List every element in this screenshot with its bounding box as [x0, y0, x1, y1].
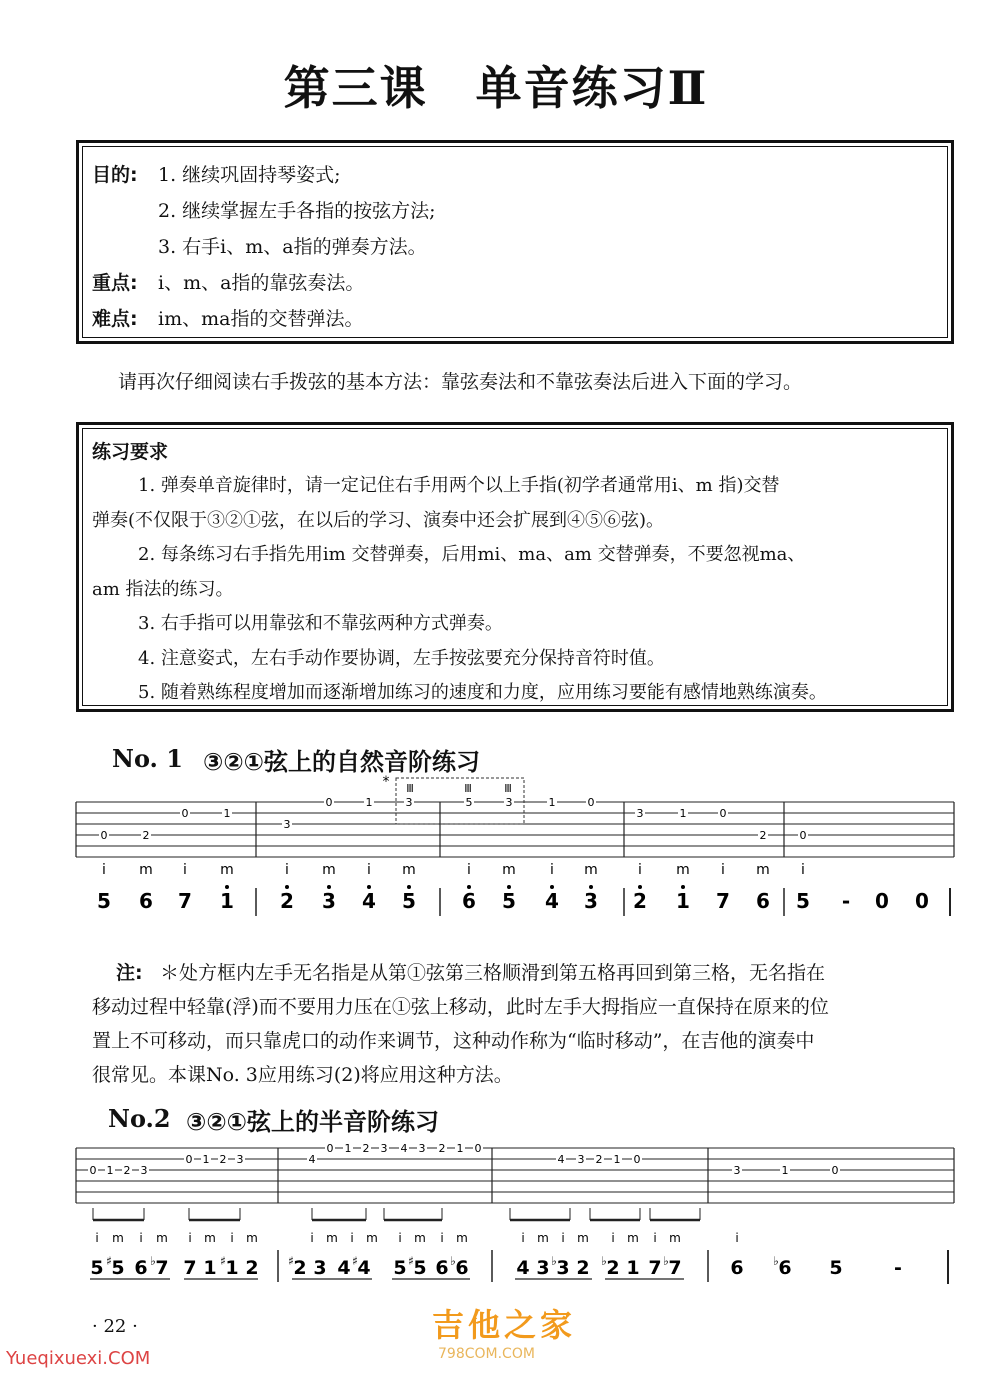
finger-label: i — [183, 862, 187, 878]
jianpu-note: 6 — [730, 1257, 744, 1279]
jianpu-note: 5 — [90, 1257, 104, 1279]
fret-number: 1 — [202, 1153, 210, 1166]
site-watermark: Yueqixuexi.COM — [6, 1348, 151, 1369]
jianpu-note: 4 — [337, 1257, 351, 1279]
jianpu-note: 3 — [556, 1257, 570, 1279]
fret-number: 2 — [362, 1142, 370, 1155]
jianpu-note: 7 — [648, 1257, 662, 1279]
page-title: 第三课 单音练习Ⅱ — [283, 61, 709, 115]
jianpu-note: 3 — [313, 1257, 327, 1279]
finger-label: i — [310, 1231, 314, 1245]
jianpu-note: 1 — [203, 1257, 217, 1279]
finger-label: m — [456, 1231, 468, 1245]
fret-number: 3 — [418, 1142, 426, 1155]
octave-dot — [589, 885, 593, 889]
ex1-staff — [0, 770, 992, 930]
fret-number: 2 — [759, 829, 767, 842]
fret-number: 0 — [181, 807, 189, 820]
fret-number: 1 — [223, 807, 231, 820]
fret-number: 2 — [219, 1153, 227, 1166]
jianpu-note: - — [841, 889, 851, 913]
note-line: 置上不可移动，而只靠虎口的动作来调节，这种动作称为“临时移动”，在吉他的演奏中 — [92, 1030, 815, 1052]
finger-label: i — [467, 862, 471, 878]
goal-text: 3. 右手i、m、a指的弹奏方法。 — [158, 236, 427, 258]
jianpu-note: 2 — [245, 1257, 259, 1279]
star-mark: * — [382, 774, 390, 790]
jianpu-note-accidental: ♯ — [288, 1254, 294, 1268]
jianpu-note: 6 — [139, 889, 153, 913]
finger-label: i — [550, 862, 554, 878]
finger-label: i — [95, 1231, 99, 1245]
finger-label: m — [220, 862, 234, 878]
fret-number: 5 — [465, 796, 473, 809]
octave-dot — [367, 885, 371, 889]
finger-label: m — [756, 862, 770, 878]
requirement-line: 2. 每条练习右手指先用im 交替弹奏，后用mi、ma、am 交替弹奏，不要忽视ma、 — [138, 544, 806, 565]
fret-number: 0 — [831, 1164, 839, 1177]
jianpu-note: 6 — [778, 1257, 792, 1279]
fret-number: 3 — [380, 1142, 388, 1155]
fret-number: 0 — [719, 807, 727, 820]
fret-number: 1 — [781, 1164, 789, 1177]
fret-number: 0 — [587, 796, 595, 809]
finger-label: m — [112, 1231, 124, 1245]
jianpu-note: 5 — [413, 1257, 427, 1279]
finger-label: m — [204, 1231, 216, 1245]
note-line: ＊处方框内左手无名指是从第①弦第三格顺滑到第五格再回到第三格，无名指在 — [160, 962, 826, 984]
finger-label: m — [156, 1231, 168, 1245]
note-line: 很常见。本课No. 3应用练习(2)将应用这种方法。 — [92, 1064, 513, 1086]
fret-number: 3 — [505, 796, 513, 809]
note-line: 移动过程中轻靠(浮)而不要用力压在①弦上移动，此时左手大拇指应一直保持在原来的位 — [92, 996, 829, 1018]
fret-number: 3 — [733, 1164, 741, 1177]
fret-number: 1 — [365, 796, 373, 809]
octave-dot — [550, 885, 554, 889]
jianpu-note: 4 — [516, 1257, 530, 1279]
finger-label: i — [398, 1231, 402, 1245]
finger-label: i — [440, 1231, 444, 1245]
finger-label: m — [139, 862, 153, 878]
finger-label: m — [402, 862, 416, 878]
fret-number: 3 — [236, 1153, 244, 1166]
position-roman: Ⅲ — [406, 782, 414, 795]
jianpu-note: 0 — [875, 889, 889, 913]
goal-label: 目的: — [92, 164, 138, 186]
ex1-title: ③②①弦上的自然音阶练习 — [203, 748, 480, 776]
goal-text: 1. 继续巩固持琴姿式; — [158, 164, 341, 186]
jianpu-note: 2 — [633, 889, 647, 913]
jianpu-note-accidental: ♯ — [106, 1254, 112, 1268]
requirement-line: am 指法的练习。 — [92, 578, 234, 600]
finger-label: m — [414, 1231, 426, 1245]
finger-label: i — [561, 1231, 565, 1245]
jianpu-note: 6 — [134, 1257, 148, 1279]
jianpu-note-accidental: ♭ — [150, 1254, 156, 1268]
finger-label: i — [611, 1231, 615, 1245]
fret-number: 1 — [456, 1142, 464, 1155]
position-roman: Ⅲ — [464, 782, 472, 795]
fret-number: 0 — [799, 829, 807, 842]
jianpu-note: 1 — [220, 889, 234, 913]
finger-label: i — [367, 862, 371, 878]
finger-label: m — [322, 862, 336, 878]
jianpu-note: 7 — [183, 1257, 197, 1279]
finger-label: m — [676, 862, 690, 878]
fret-number: 1 — [613, 1153, 621, 1166]
fret-number: 0 — [89, 1164, 97, 1177]
finger-label: m — [584, 862, 598, 878]
fret-number: 1 — [679, 807, 687, 820]
jianpu-note: 1 — [225, 1257, 239, 1279]
jianpu-note: 5 — [393, 1257, 407, 1279]
jianpu-note: 4 — [357, 1257, 371, 1279]
ex2-title: ③②①弦上的半音阶练习 — [186, 1108, 439, 1136]
ex1-number: No. 1 — [112, 744, 183, 773]
jianpu-note-accidental: ♯ — [352, 1254, 358, 1268]
requirements-heading: 练习要求 — [92, 441, 169, 463]
finger-label: m — [326, 1231, 338, 1245]
requirement-line: 弹奏(不仅限于③②①弦，在以后的学习、演奏中还会扩展到④⑤⑥弦)。 — [92, 509, 665, 531]
octave-dot — [638, 885, 642, 889]
fret-number: 3 — [636, 807, 644, 820]
requirement-line: 1. 弹奏单音旋律时，请一定记住右手用两个以上手指(初学者通常用i、m 指)交替 — [138, 475, 780, 496]
finger-label: i — [285, 862, 289, 878]
fret-number: 1 — [548, 796, 556, 809]
jianpu-note: 6 — [462, 889, 476, 913]
jianpu-note: 5 — [829, 1257, 843, 1279]
fret-number: 0 — [474, 1142, 482, 1155]
fret-number: 3 — [405, 796, 413, 809]
jianpu-note: 5 — [111, 1257, 125, 1279]
finger-label: i — [721, 862, 725, 878]
jianpu-note: 5 — [402, 889, 416, 913]
page-number: · 22 · — [92, 1316, 138, 1337]
jianpu-note: 3 — [536, 1257, 550, 1279]
jianpu-note: 1 — [626, 1257, 640, 1279]
jianpu-note: 2 — [606, 1257, 620, 1279]
jianpu-note: 6 — [455, 1257, 469, 1279]
jianpu-note: 0 — [915, 889, 929, 913]
note-label: 注: — [116, 962, 143, 984]
octave-dot — [407, 885, 411, 889]
jianpu-note-accidental: ♭ — [663, 1254, 669, 1268]
jianpu-note: 5 — [97, 889, 111, 913]
finger-label: i — [350, 1231, 354, 1245]
fret-number: 3 — [577, 1153, 585, 1166]
finger-label: m — [502, 862, 516, 878]
fret-number: 0 — [325, 796, 333, 809]
jianpu-note: - — [894, 1257, 902, 1279]
goal-label: 重点: — [92, 272, 138, 294]
finger-label: m — [577, 1231, 589, 1245]
finger-label: i — [521, 1231, 525, 1245]
fret-number: 4 — [557, 1153, 565, 1166]
jianpu-note: 3 — [584, 889, 598, 913]
finger-label: i — [188, 1231, 192, 1245]
finger-label: i — [653, 1231, 657, 1245]
fret-number: 0 — [185, 1153, 193, 1166]
fret-number: 3 — [283, 818, 291, 831]
jianpu-note-accidental: ♭ — [450, 1254, 456, 1268]
fret-number: 4 — [308, 1153, 316, 1166]
fret-number: 3 — [140, 1164, 148, 1177]
goal-text: 2. 继续掌握左手各指的按弦方法; — [158, 200, 436, 222]
goal-text: i、m、a指的靠弦奏法。 — [158, 272, 365, 294]
intro-text: 请再次仔细阅读右手拨弦的基本方法：靠弦奏法和不靠弦奏法后进入下面的学习。 — [118, 371, 803, 393]
jianpu-note: 7 — [155, 1257, 169, 1279]
finger-label: i — [102, 862, 106, 878]
goal-label: 难点: — [92, 308, 138, 330]
fret-number: 0 — [326, 1142, 334, 1155]
requirement-line: 5. 随着熟练程度增加而逐渐增加练习的速度和力度，应用练习要能有感情地熟练演奏。 — [138, 682, 827, 703]
requirement-line: 3. 右手指可以用靠弦和不靠弦两种方式弹奏。 — [138, 613, 503, 634]
jianpu-note: 7 — [178, 889, 192, 913]
fret-number: 2 — [123, 1164, 131, 1177]
requirement-line: 4. 注意姿式，左右手动作要协调，左手按弦要充分保持音符时值。 — [138, 647, 665, 669]
ex2-number: No.2 — [108, 1104, 171, 1133]
jianpu-note: 2 — [576, 1257, 590, 1279]
jianpu-note: 3 — [322, 889, 336, 913]
jianpu-note-accidental: ♭ — [551, 1254, 557, 1268]
fret-number: 0 — [100, 829, 108, 842]
jianpu-note-accidental: ♯ — [220, 1254, 226, 1268]
jianpu-note: 2 — [280, 889, 294, 913]
jianpu-note-accidental: ♭ — [773, 1254, 779, 1268]
fret-number: 0 — [633, 1153, 641, 1166]
jianpu-note: 6 — [756, 889, 770, 913]
brand-url-watermark: 798COM.COM — [438, 1346, 535, 1362]
jianpu-note: 4 — [362, 889, 376, 913]
fret-number: 4 — [400, 1142, 408, 1155]
jianpu-note: 2 — [293, 1257, 307, 1279]
jianpu-note: 7 — [716, 889, 730, 913]
finger-label: i — [230, 1231, 234, 1245]
finger-label: i — [139, 1231, 143, 1245]
jianpu-note: 7 — [668, 1257, 682, 1279]
goal-text: im、ma指的交替弹法。 — [158, 308, 364, 330]
finger-label: i — [735, 1231, 739, 1245]
octave-dot — [225, 885, 229, 889]
finger-label: i — [638, 862, 642, 878]
jianpu-note-accidental: ♯ — [408, 1254, 414, 1268]
fret-number: 1 — [106, 1164, 114, 1177]
jianpu-note: 6 — [435, 1257, 449, 1279]
jianpu-note: 5 — [796, 889, 810, 913]
octave-dot — [681, 885, 685, 889]
brand-watermark: 吉他之家 — [432, 1306, 577, 1344]
ex2-staff — [0, 1132, 992, 1302]
finger-label: i — [801, 862, 805, 878]
jianpu-note: 5 — [502, 889, 516, 913]
finger-label: m — [669, 1231, 681, 1245]
octave-dot — [327, 885, 331, 889]
jianpu-note-accidental: ♭ — [601, 1254, 607, 1268]
position-roman: Ⅲ — [504, 782, 512, 795]
finger-label: m — [246, 1231, 258, 1245]
fret-number: 2 — [142, 829, 150, 842]
jianpu-note: 1 — [676, 889, 690, 913]
finger-label: m — [627, 1231, 639, 1245]
finger-label: m — [537, 1231, 549, 1245]
jianpu-note: 4 — [545, 889, 559, 913]
octave-dot — [467, 885, 471, 889]
fret-number: 2 — [438, 1142, 446, 1155]
finger-label: m — [366, 1231, 378, 1245]
octave-dot — [507, 885, 511, 889]
octave-dot — [285, 885, 289, 889]
fret-number: 2 — [595, 1153, 603, 1166]
fret-number: 1 — [344, 1142, 352, 1155]
